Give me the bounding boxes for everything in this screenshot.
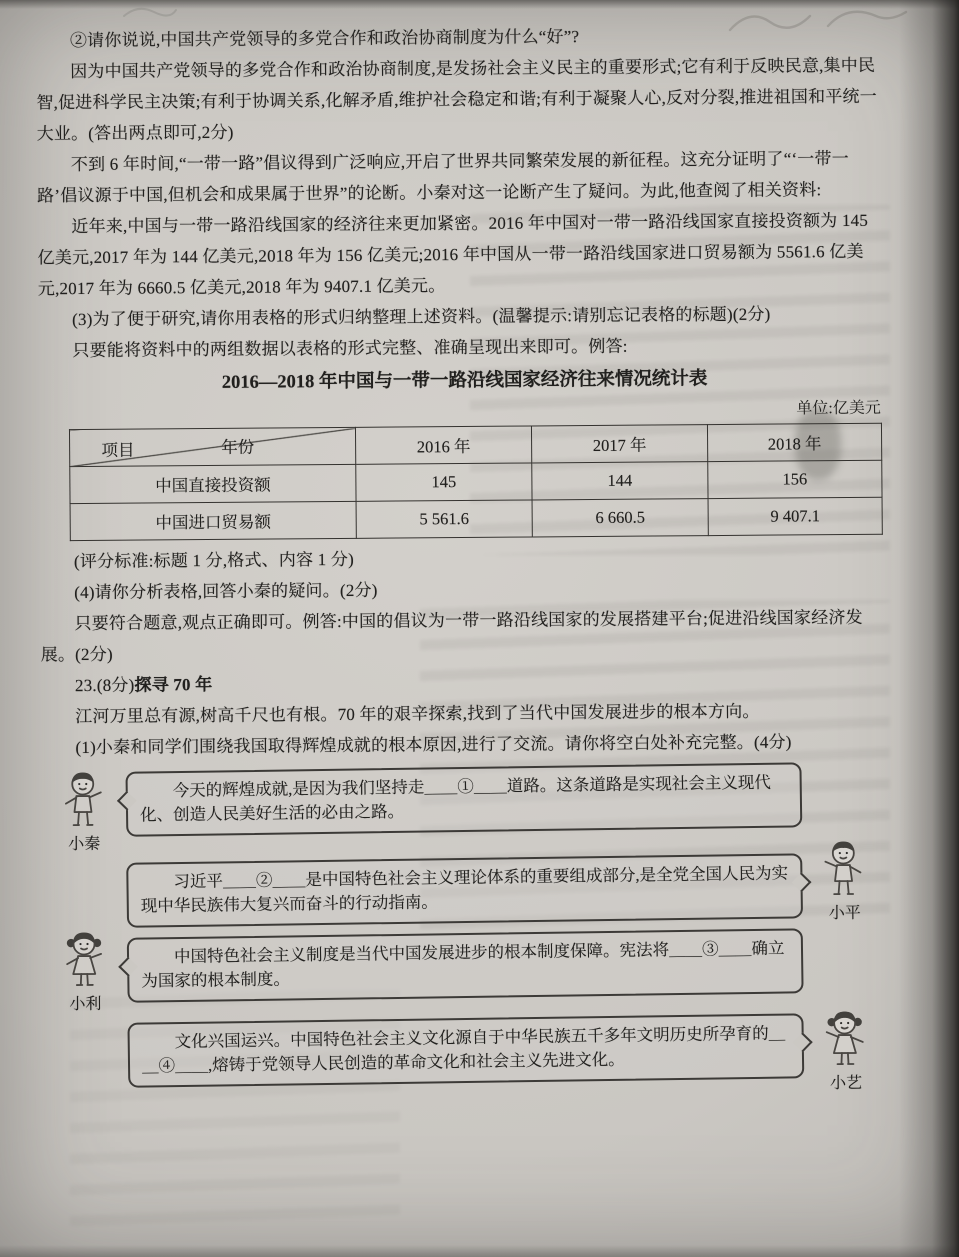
table-header-row <box>69 423 881 466</box>
sub-question-3-note: 只要能将资料中的两组数据以表格的形式完整、准确呈现出来即可。例答: <box>72 336 628 361</box>
dialog-row-xiaoqin <box>42 764 895 855</box>
question-23-sub-1: (1)小秦和同学们围绕我国取得辉煌成就的根本原因,进行了交流。请你将空白处补充完整。(4分) <box>75 732 792 758</box>
character-name: 小利 <box>69 995 102 1014</box>
dialog-row-xiaoping <box>42 855 895 930</box>
table-cell: 144 <box>532 462 708 500</box>
sub-question-3: (3)为了便于研究,请你用表格的形式归纳整理上述资料。(温馨提示:请别忘记表格的标题)(2分) <box>72 304 771 330</box>
character-xiaoping <box>802 839 887 924</box>
character-xiaoqin <box>42 770 127 855</box>
speech-text: 中国特色社会主义制度是当代中国发展进步的根本制度保障。宪法将＿＿③＿＿确立为国家的根本制度。 <box>141 938 785 991</box>
table-title: 2016—2018 年中国与一带一路沿线国家经济往来情况统计表 <box>221 369 708 393</box>
speech-bubble-xiaoqin <box>125 762 802 836</box>
scan-edge-shadow-top <box>0 0 959 9</box>
row-label: 中国进口贸易额 <box>70 501 356 540</box>
question-23-intro: 江河万里总有源,树高千尺也有根。70 年的艰辛探索,找到了当代中国发展进步的根本方向。 <box>75 701 760 727</box>
sub-question-4-answer: 只要符合题意,观点正确即可。例答:中国的倡议为一带一路沿线国家的发展搭建平台;促进沿线国家经济发展。(2分) <box>40 607 863 665</box>
table-row-investment <box>70 460 882 503</box>
column-header-2016: 2016 年 <box>355 426 531 464</box>
speech-bubble-xiaoli <box>127 928 804 1002</box>
dialog-row-xiaoli <box>43 930 896 1015</box>
question-23-title: 探寻 70 年 <box>134 674 213 695</box>
boy-character-icon <box>55 770 113 832</box>
table-corner-cell <box>69 427 355 466</box>
speech-bubble-xiaoyi <box>127 1013 804 1087</box>
scoring-note: (评分标准:标题 1 分,格式、内容 1 分) <box>73 549 354 572</box>
character-xiaoli <box>43 930 128 1015</box>
character-name: 小秦 <box>68 835 101 854</box>
scan-edge-shadow-bottom <box>0 1245 959 1257</box>
speech-text: 文化兴国运兴。中国特色社会主义文化源自于中华民族五千多年文明历史所孕育的＿＿④＿＿,熔铸于党领导人民创造的革命文化和社会主义先进文化。 <box>141 1023 786 1076</box>
table-cell: 6 660.5 <box>532 499 708 537</box>
handwriting-artifact <box>120 2 180 22</box>
sub-question-2: ②请你说说,中国共产党领导的多党合作和政治协商制度为什么“好”? <box>69 27 580 51</box>
character-name: 小艺 <box>830 1074 863 1093</box>
statistics-table <box>69 423 883 541</box>
sub-question-4: (4)请你分析表格,回答小秦的疑问。(2分) <box>74 580 378 603</box>
row-label: 中国直接投资额 <box>70 464 356 503</box>
dialog-row-xiaoyi <box>44 1015 897 1100</box>
character-xiaoyi <box>804 1009 889 1094</box>
corner-label-year: 年份 <box>221 437 255 457</box>
corner-label-item: 项目 <box>101 440 135 460</box>
page-content <box>36 19 896 1100</box>
speech-bubble-xiaoping <box>126 853 803 927</box>
girl-character-icon <box>56 930 114 992</box>
belt-road-intro: 不到 6 年时间,“一带一路”倡议得到广泛响应,开启了世界共同繁荣发展的新征程。这充分证明了“‘一带一路’倡议源于中国,但机会和成果属于世界”的论断。小秦对这一论断产生了疑问。为此,他查阅了相关资料: <box>37 148 849 206</box>
table-cell: 9 407.1 <box>708 497 882 535</box>
scan-edge-shadow-right <box>899 0 959 1257</box>
girl-character-icon <box>817 1009 875 1071</box>
speech-text: 今天的辉煌成就,是因为我们坚持走＿＿①＿＿道路。这条道路是实现社会主义现代化、创造人民美好生活的必由之路。 <box>139 772 771 825</box>
column-header-2018: 2018 年 <box>707 423 881 461</box>
table-row-import <box>70 497 882 540</box>
table-cell: 5 561.6 <box>356 500 532 538</box>
boy-character-icon <box>815 839 873 901</box>
column-header-2017: 2017 年 <box>531 425 707 463</box>
table-unit-label: 单位:亿美元 <box>796 399 881 418</box>
character-name: 小平 <box>828 904 861 923</box>
sub-question-2-answer: 因为中国共产党领导的多党合作和政治协商制度,是发扬社会主义民主的重要形式;它有利于反映民意,集中民智,促进科学民主决策;有利于协调关系,化解矛盾,维护社会稳定和谐;有利于凝聚人心,反对分裂,推进祖国和平统一大业。(答出两点即可,2分) <box>36 55 877 144</box>
question-23-number: 23.(8分) <box>74 675 135 696</box>
table-cell: 145 <box>356 463 532 501</box>
dialog-section <box>42 764 897 1100</box>
table-cell: 156 <box>708 460 882 498</box>
belt-road-data: 近年来,中国与一带一路沿线国家的经济往来更加紧密。2016 年中国对一带一路沿线国家直接投资额为 145 亿美元,2017 年为 144 亿美元,2018 年为 156 亿美元;2016 年中国从一带一路沿线国家进口贸易额为 5561.6 亿美元,2017 年为 6660.5 亿美元,2018 年为 9407.1 亿美元。 <box>37 210 869 299</box>
speech-text: 习近平＿＿②＿＿是中国特色社会主义理论体系的重要组成部分,是全党全国人民为实现中华民族伟大复兴而奋斗的行动指南。 <box>140 863 789 916</box>
